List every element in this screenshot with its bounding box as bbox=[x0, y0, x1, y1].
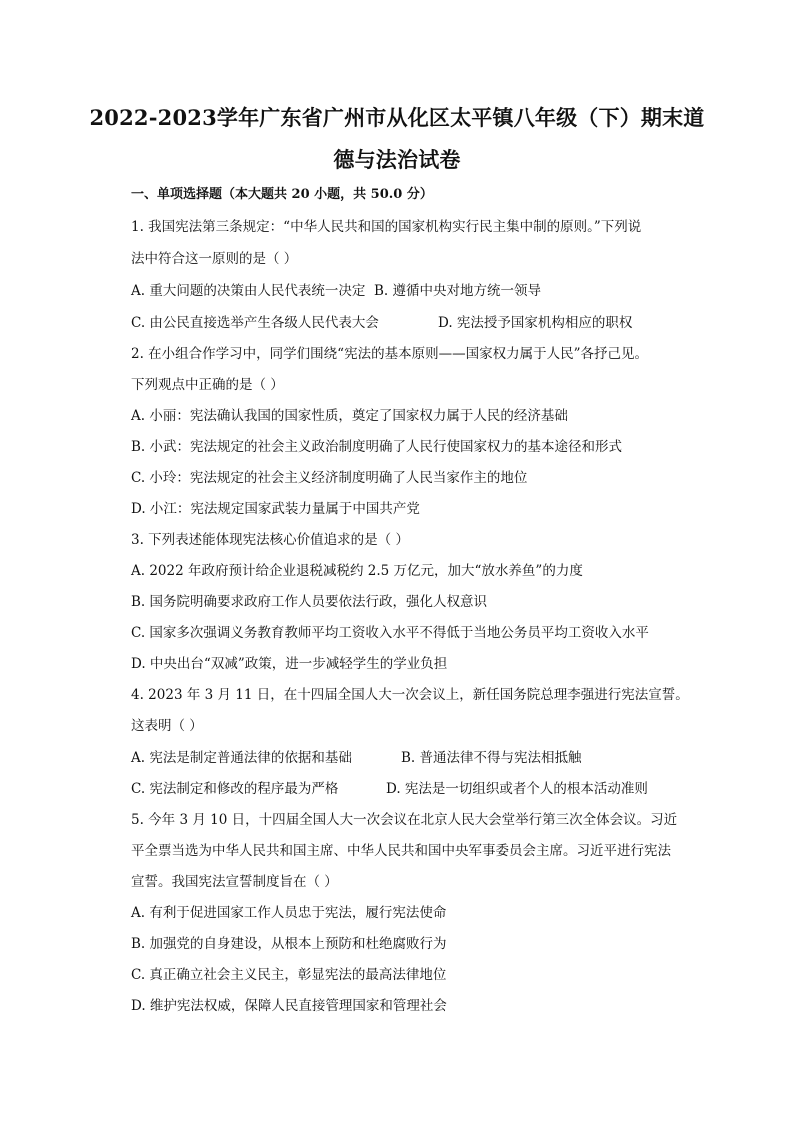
question-3-option-d: D. 中央出台“双减”政策，进一步减轻学生的学业负担 bbox=[131, 656, 448, 672]
question-3-option-c: C. 国家多次强调义务教育教师平均工资收入水平不得低于当地公务员平均工资收入水平 bbox=[131, 625, 649, 641]
question-1-option-d: D. 宪法授予国家机构相应的职权 bbox=[438, 315, 633, 331]
question-5-stem-line-1: 5. 今年 3 月 10 日，十四届全国人大一次会议在北京人民大会堂举行第三次全体会议。习近 bbox=[131, 812, 678, 828]
question-2-stem-line-1: 2. 在小组合作学习中，同学们围绕“宪法的基本原则——国家权力属于人民”各抒己见。 bbox=[131, 346, 648, 362]
question-1-stem-line-2: 法中符合这一原则的是（ ） bbox=[131, 251, 298, 267]
question-2-option-a: A. 小丽：宪法确认我国的国家性质，奠定了国家权力属于人民的经济基础 bbox=[131, 408, 568, 424]
question-5-option-b: B. 加强党的自身建设，从根本上预防和杜绝腐败行为 bbox=[131, 936, 447, 952]
question-2-option-c: C. 小玲：宪法规定的社会主义经济制度明确了人民当家作主的地位 bbox=[131, 470, 528, 486]
question-5-option-d: D. 维护宪法权威，保障人民直接管理国家和管理社会 bbox=[131, 998, 447, 1014]
question-4-option-d: D. 宪法是一切组织或者个人的根本活动准则 bbox=[386, 781, 648, 797]
question-1-stem-line-1: 1. 我国宪法第三条规定：“中华人民共和国的国家机构实行民主集中制的原则。”下列说 bbox=[131, 219, 642, 235]
question-3-option-b: B. 国务院明确要求政府工作人员要依法行政，强化人权意识 bbox=[131, 594, 488, 610]
exam-title-line-2: 德与法治试卷 bbox=[333, 147, 461, 172]
question-1-option-c: C. 由公民直接选举产生各级人民代表大会 bbox=[131, 315, 379, 331]
question-1-option-a: A. 重大问题的决策由人民代表统一决定 bbox=[131, 283, 366, 299]
question-3-option-a: A. 2022 年政府预计给企业退税减税约 2.5 万亿元，加大“放水养鱼”的力度 bbox=[131, 563, 583, 579]
question-2-stem-line-2: 下列观点中正确的是（ ） bbox=[131, 377, 284, 393]
question-4-stem-line-1: 4. 2023 年 3 月 11 日，在十四届全国人大一次会议上，新任国务院总理李强进行宪法宣誓。 bbox=[131, 687, 689, 703]
question-3-stem-line-1: 3. 下列表述能体现宪法核心价值追求的是（ ） bbox=[131, 532, 409, 548]
question-2-option-d: D. 小江：宪法规定国家武装力量属于中国共产党 bbox=[131, 501, 420, 517]
question-4-option-a: A. 宪法是制定普通法律的依据和基础 bbox=[131, 750, 352, 766]
question-4-stem-line-2: 这表明（ ） bbox=[131, 718, 203, 734]
question-1-option-b: B. 遵循中央对地方统一领导 bbox=[374, 283, 542, 299]
question-4-option-b: B. 普通法律不得与宪法相抵触 bbox=[401, 750, 582, 766]
question-2-option-b: B. 小武：宪法规定的社会主义政治制度明确了人民行使国家权力的基本途径和形式 bbox=[131, 439, 623, 455]
question-5-stem-line-3: 宣誓。我国宪法宣誓制度旨在（ ） bbox=[131, 874, 338, 890]
question-5-stem-line-2: 平全票当选为中华人民共和国主席、中华人民共和国中央军事委员会主席。习近平进行宪法 bbox=[131, 843, 671, 859]
question-4-option-c: C. 宪法制定和修改的程序最为严格 bbox=[131, 781, 339, 797]
section-heading: 一、单项选择题（本大题共 20 小题，共 50.0 分） bbox=[131, 187, 433, 202]
exam-title-line-1: 2022-2023学年广东省广州市从化区太平镇八年级（下）期末道 bbox=[89, 105, 705, 130]
question-5-option-c: C. 真正确立社会主义民主，彰显宪法的最高法律地位 bbox=[131, 967, 447, 983]
question-5-option-a: A. 有利于促进国家工作人员忠于宪法，履行宪法使命 bbox=[131, 905, 447, 921]
